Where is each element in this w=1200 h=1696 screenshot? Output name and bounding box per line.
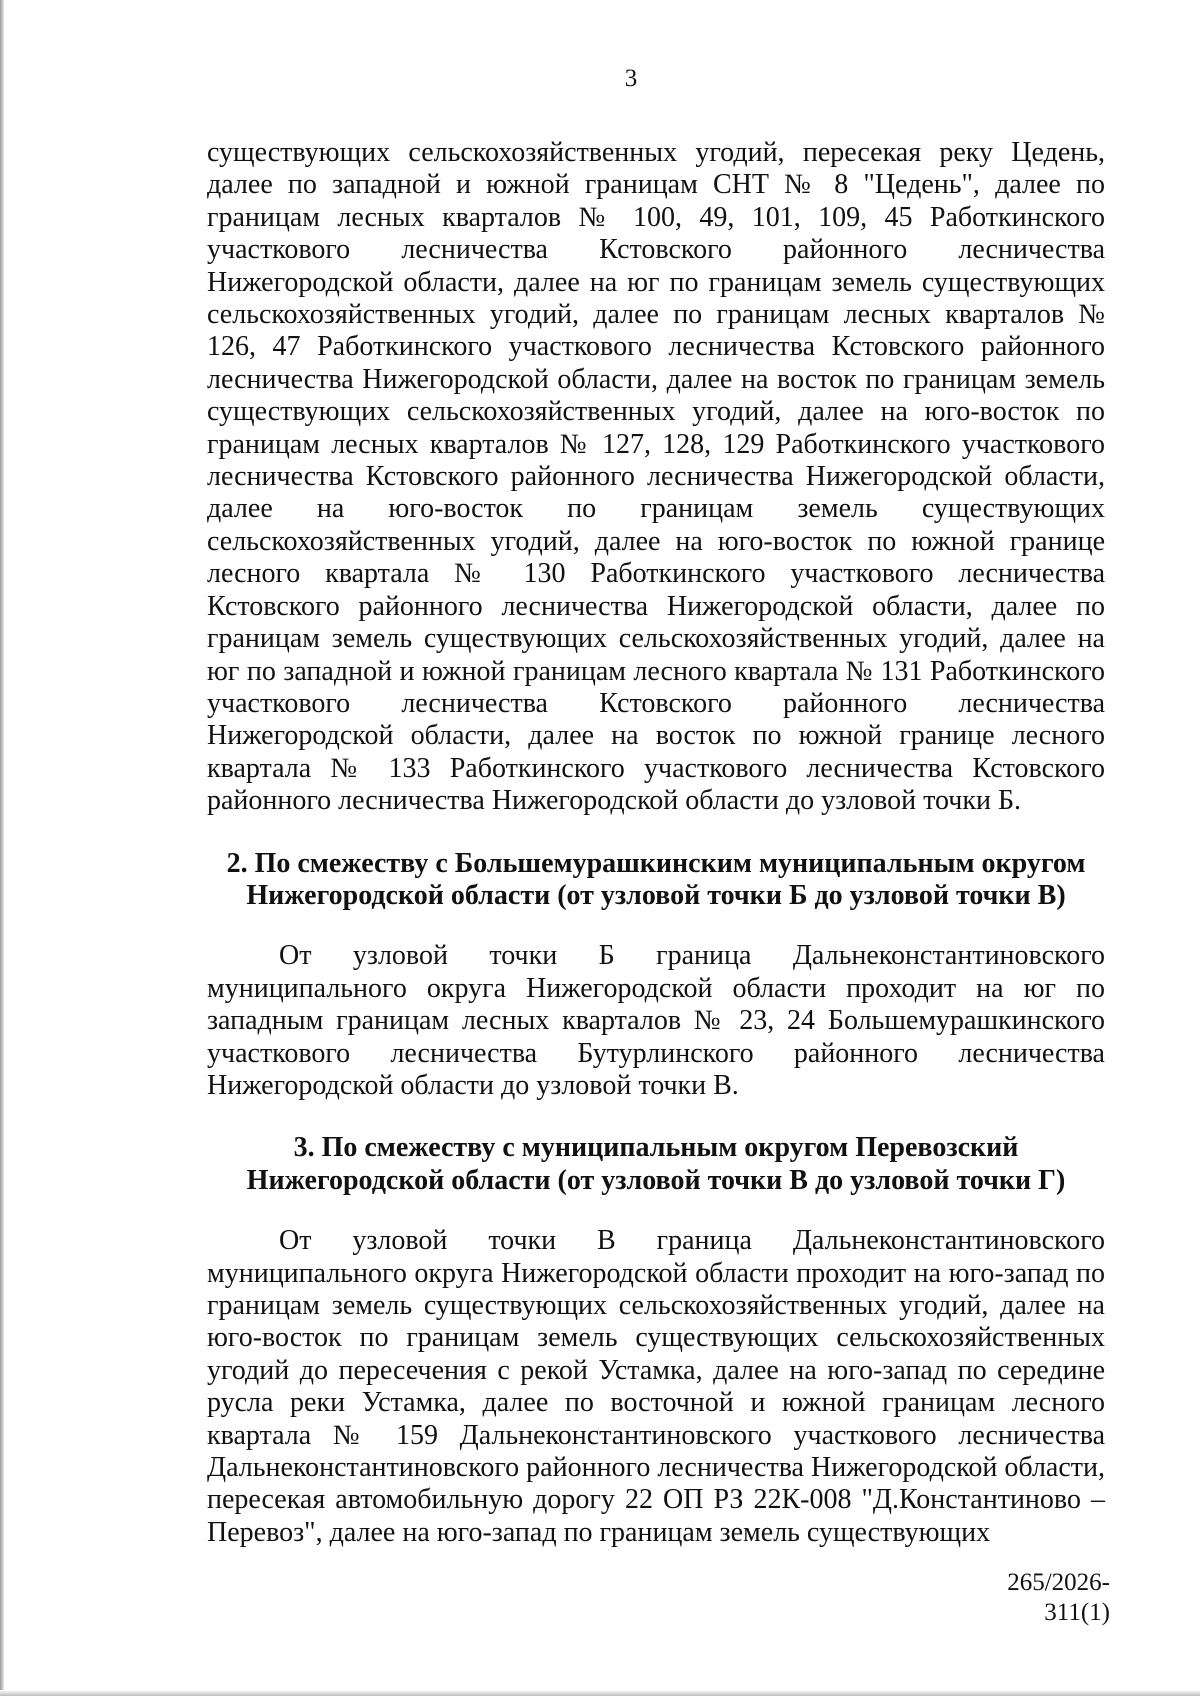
scan-edge-shadow <box>0 0 4 1696</box>
scan-edge-bottom <box>0 1690 1200 1696</box>
section-2-heading-line-1: 2. По смежеству с Большемурашкинским муниципальным округом <box>226 847 1086 879</box>
section-3-heading-line-1: 3. По смежеству с муниципальным округом Перевозский <box>293 1132 1019 1164</box>
spacer <box>207 818 1105 848</box>
section-2-heading <box>207 848 1105 913</box>
registration-number: 265/2026-311(1) <box>1007 1569 1110 1626</box>
section-3-heading <box>207 1132 1105 1197</box>
spacer <box>207 1102 1105 1132</box>
page-number: 3 <box>624 65 638 92</box>
spacer <box>207 1197 1105 1225</box>
section-2-heading-line-2: Нижегородской области (от узловой точки Б до узловой точки В) <box>246 879 1066 911</box>
document-body <box>207 137 1105 1549</box>
spacer <box>207 912 1105 940</box>
section-2-text: От узловой точки Б граница Дальнеконстантиновского муниципального округа Нижегородской области проходит на юг по западным границам лесных кварталов № 23, 24 Большемурашкинского участкового лесничества Бутурлинского районного лесничества Нижегородской области до узловой точки В. <box>207 940 1105 1101</box>
paragraph-continuation: существующих сельскохозяйственных угодий, пересекая реку Цедень, далее по западной и южной границам СНТ № 8 "Цедень", далее по границам лесных кварталов № 100, 49, 101, 109, 45 Работкинского участкового лесничества Кстовского районного лесничества Нижегородской области, далее на юг по границам земель существующих сельскохозяйственных угодий, далее по границам лесных кварталов № 126, 47 Работкинского участкового лесничества Кстовского районного лесничества Нижегородской области, далее на восток по границам земель существующих сельскохозяйственных угодий, далее на юго-восток по границам лесных кварталов № 127, 128, 129 Работкинского участкового лесничества Кстовского районного лесничества Нижегородской области, далее на юго-восток по границам земель существующих сельскохозяйственных угодий, далее на юго-восток по южной границе лесного квартала № 130 Работкинского участкового лесничества Кстовского районного лесничества Нижегородской области, далее по границам земель существующих сельскохозяйственных угодий, далее на юг по западной и южной границам лесного квартала № 131 Работкинского участкового лесничества Кстовского районного лесничества Нижегородской области, далее на восток по южной границе лесного квартала № 133 Работкинского участкового лесничества Кстовского районного лесничества Нижегородской области до узловой точки Б. <box>207 137 1105 817</box>
section-3-heading-line-2: Нижегородской области (от узловой точки В до узловой точки Г) <box>246 1164 1066 1196</box>
section-3-text: От узловой точки В граница Дальнеконстантиновского муниципального округа Нижегородской области проходит на юго-запад по границам земель существующих сельскохозяйственных угодий, далее на юго-восток по границам земель существующих сельскохозяйственных угодий до пересечения с рекой Устамка, далее на юго-запад по середине русла реки Устамка, далее по восточной и южной границам лесного квартала № 159 Дальнеконстантиновского участкового лесничества Дальнеконстантиновского районного лесничества Нижегородской области, пересекая автомобильную дорогу 22 ОП РЗ 22К-008 "Д.Константиново – Перевоз", далее на юго-запад по границам земель существующих <box>207 1225 1106 1548</box>
